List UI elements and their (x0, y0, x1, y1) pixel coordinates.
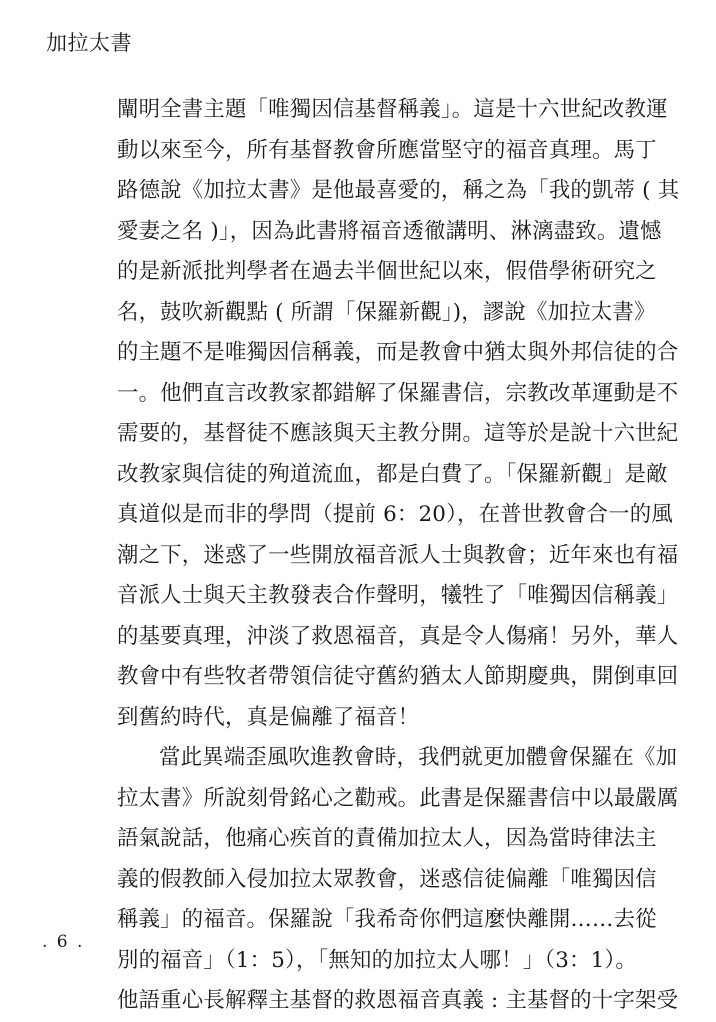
text-line: 潮之下，迷惑了一些開放福音派人士與教會；近年來也有福 (117, 542, 679, 568)
text-line: 他語重心長解釋主基督的救恩福音真義 : 主基督的十字架受 (117, 988, 679, 1013)
text-line: 的基要真理，沖淡了救恩福音，真是令人傷痛！另外，華人 (117, 623, 679, 649)
text-line: 別的福音」（1：5），「無知的加拉太人哪！」（3：1）。 (117, 947, 637, 973)
text-line: 的主題不是唯獨因信稱義，而是教會中猶太與外邦信徒的合 (117, 340, 679, 365)
text-line: 真道似是而非的學問（提前 6：20），在普世教會合一的風 (117, 502, 673, 527)
text-line: 教會中有些牧者帶領信徒守舊約猶太人節期慶典，開倒車回 (117, 664, 679, 689)
text-line: 的是新派批判學者在過去半個世紀以來，假借學術研究之 (117, 259, 657, 284)
paragraph (117, 90, 680, 738)
paragraph (117, 738, 679, 1022)
text-line: 路德說《加拉太書》是他最喜愛的，稱之為「我的凱蒂 ( 其 (117, 178, 680, 203)
page-number: . 6 . (42, 932, 85, 952)
text-line: 愛妻之名 )」，因為此書將福音透徹講明、淋漓盡致。遺憾 (117, 218, 662, 244)
text-line: 闡明全書主題「唯獨因信基督稱義」。這是十六世紀改教運 (117, 97, 668, 122)
body-text (117, 90, 680, 1022)
text-line: 改教家與信徒的殉道流血，都是白費了。「保羅新觀」是敵 (117, 461, 668, 487)
text-line: 到舊約時代，真是偏離了福音！ (117, 704, 420, 730)
text-line: 動以來至今，所有基督教會所應當堅守的福音真理。馬丁 (117, 137, 657, 163)
text-line: 稱義」的福音。保羅說「我希奇你們這麼快離開……去從 (117, 907, 657, 932)
text-line: 一。他們直言改教家都錯解了保羅書信，宗教改革運動是不 (117, 380, 679, 406)
text-line: 語氣說話，他痛心疾首的責備加拉太人，因為當時律法主 (117, 826, 657, 851)
text-line: 需要的，基督徒不應該與天主教分開。這等於是說十六世紀 (117, 421, 679, 446)
text-line: 拉太書》所說刻骨銘心之勸戒。此書是保羅書信中以最嚴厲 (117, 785, 679, 811)
text-line: 當此異端歪風吹進教會時，我們就更加體會保羅在《加 (159, 745, 678, 770)
text-line: 名，鼓吹新觀點 ( 所謂「保羅新觀」)，謬說《加拉太書》 (117, 299, 656, 325)
running-header: 加拉太書 (46, 31, 132, 55)
text-line: 義的假教師入侵加拉太眾教會，迷惑信徒偏離「唯獨因信 (117, 866, 657, 892)
text-line: 音派人士與天主教發表合作聲明，犧牲了「唯獨因信稱義」 (117, 583, 679, 608)
